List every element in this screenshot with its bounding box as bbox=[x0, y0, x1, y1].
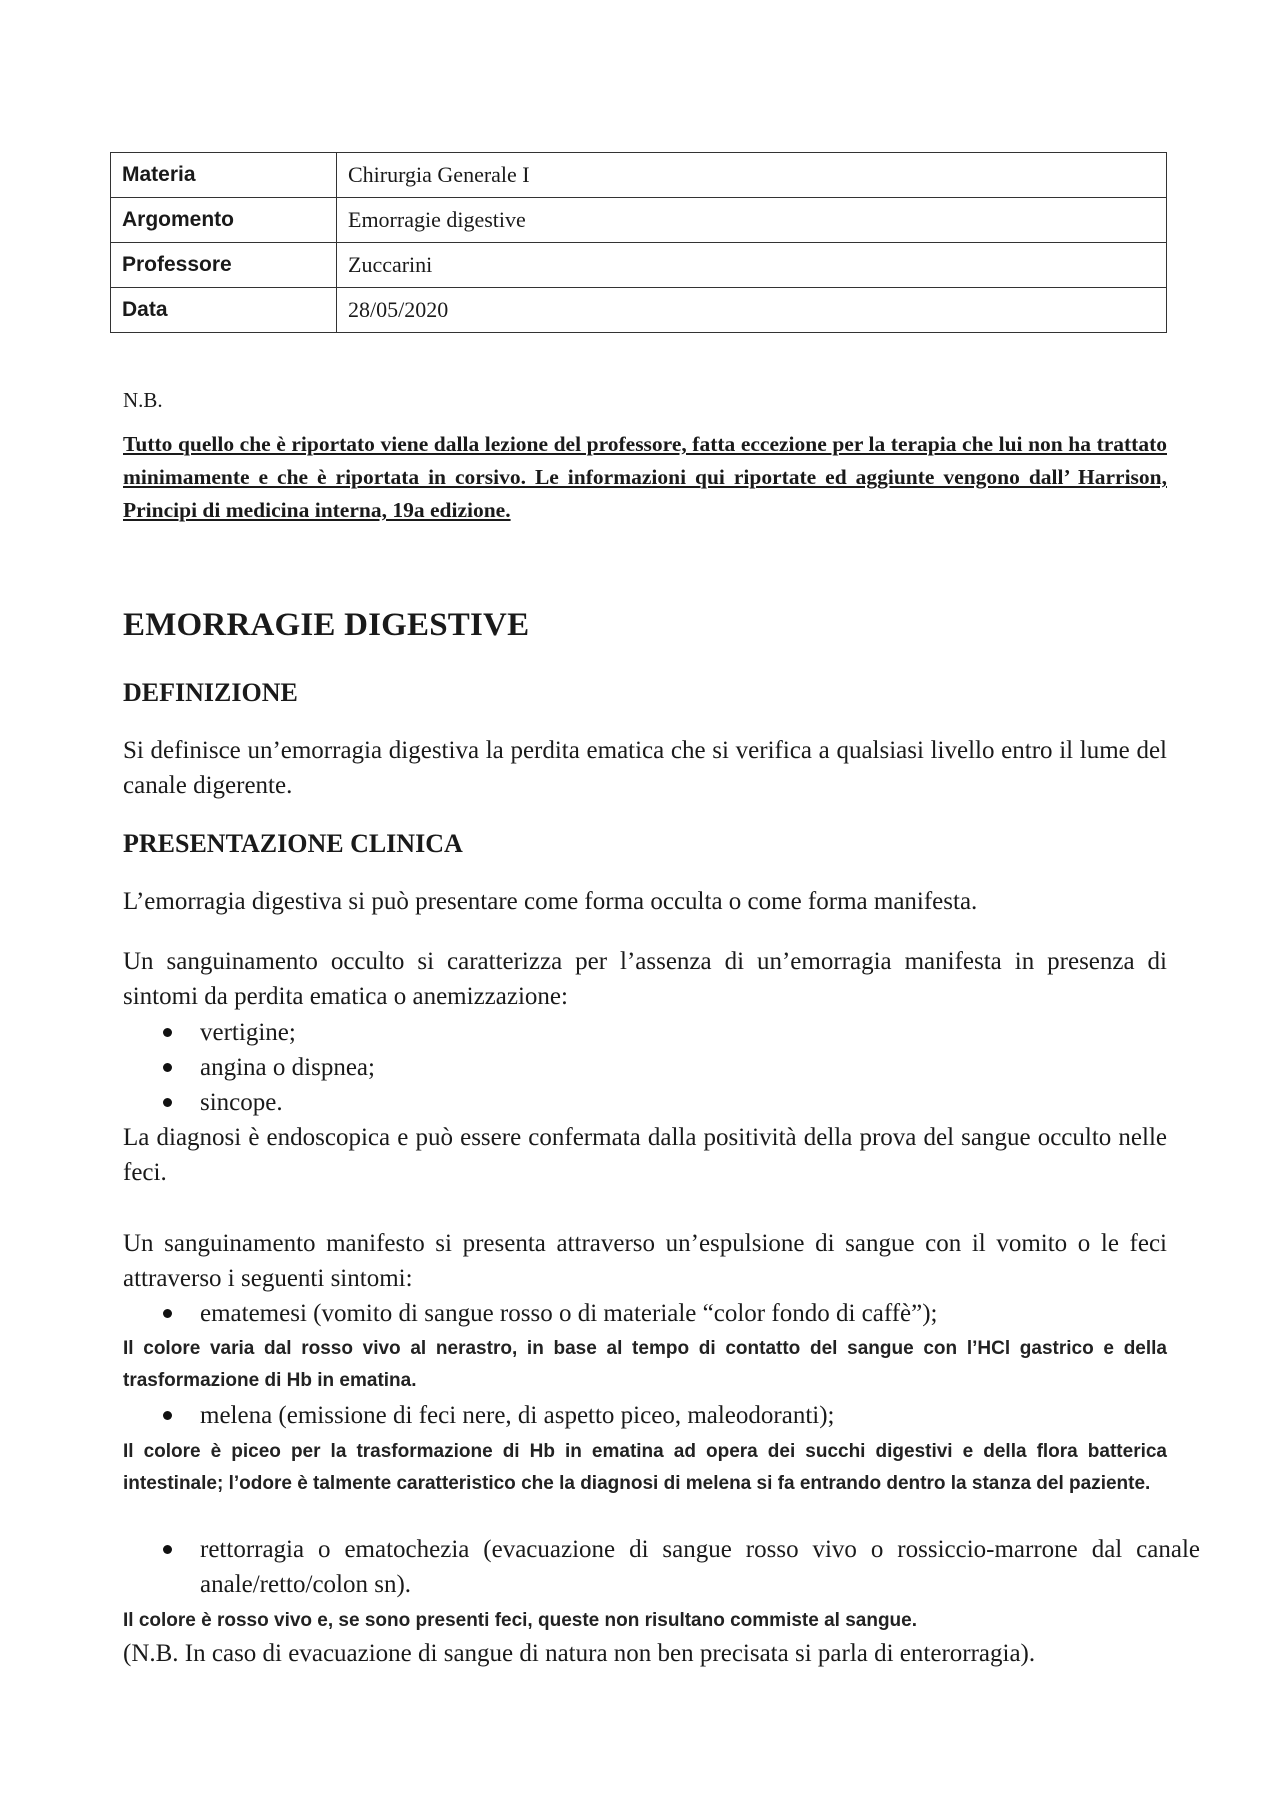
occulto-paragraph: Un sanguinamento occulto si caratterizza per l’assenza di un’emorragia manifesta in presenza di sintomi da perdita ematica o anemizzazione: bbox=[123, 948, 1167, 1010]
info-table bbox=[110, 152, 1167, 333]
table-key: Argomento bbox=[111, 198, 337, 243]
diagnosi-paragraph: La diagnosi è endoscopica e può essere confermata dalla positività della prova del sangue occulto nelle feci. bbox=[123, 1124, 1167, 1186]
table-row bbox=[111, 198, 1167, 243]
list-item-text: angina o dispnea; bbox=[200, 1054, 375, 1081]
document-title: EMORRAGIE DIGESTIVE bbox=[123, 607, 530, 643]
bullet-icon bbox=[163, 1098, 172, 1107]
table-key: Materia bbox=[111, 153, 337, 198]
table-row bbox=[111, 243, 1167, 288]
bullet-icon bbox=[163, 1411, 172, 1420]
note-text: Tutto quello che è riportato viene dalla lezione del professore, fatta eccezione per la terapia che lui non ha trattato minimamente e che è riportata in corsivo. Le informazioni qui riportate ed aggiunte vengono dall’ Harrison, Principi di medicina interna, 19a edizione. bbox=[123, 432, 1167, 522]
table-key: Professore bbox=[111, 243, 337, 288]
enterorragia-note: (N.B. In caso di evacuazione di sangue di natura non ben precisata si parla di enterorragia). bbox=[123, 1640, 1036, 1667]
table-value: 28/05/2020 bbox=[337, 288, 1167, 333]
heading-definizione: DEFINIZIONE bbox=[123, 678, 298, 707]
table-row bbox=[111, 153, 1167, 198]
definizione-paragraph: Si definisce un’emorragia digestiva la perdita ematica che si verifica a qualsiasi livello entro il lume del canale digerente. bbox=[123, 737, 1167, 799]
list-item bbox=[160, 1085, 1200, 1120]
ematemesi-note: Il colore varia dal rosso vivo al nerastro, in base al tempo di contatto del sangue con l’HCl gastrico e della trasformazione di Hb in ematina. bbox=[123, 1338, 1167, 1391]
melena-note: Il colore è piceo per la trasformazione di Hb in ematina ad opera dei succhi digestivi e della flora batterica intestinale; l’odore è talmente caratteristico che la diagnosi di melena si fa entrando dentro la stanza del paziente. bbox=[123, 1441, 1167, 1494]
table-row bbox=[111, 288, 1167, 333]
table-key: Data bbox=[111, 288, 337, 333]
table-value: Chirurgia Generale I bbox=[337, 153, 1167, 198]
list-item-text: ematemesi (vomito di sangue rosso o di materiale “color fondo di caffè”); bbox=[200, 1300, 938, 1327]
list-item-text: melena (emissione di feci nere, di aspetto piceo, maleodoranti); bbox=[200, 1402, 835, 1429]
note-label: N.B. bbox=[123, 388, 163, 412]
rettorragia-note: Il colore è rosso vivo e, se sono presenti feci, queste non risultano commiste al sangue. bbox=[123, 1610, 918, 1631]
bullet-icon bbox=[163, 1309, 172, 1318]
manifesto-paragraph: Un sanguinamento manifesto si presenta attraverso un’espulsione di sangue con il vomito o le feci attraverso i seguenti sintomi: bbox=[123, 1230, 1167, 1292]
table-value: Zuccarini bbox=[337, 243, 1167, 288]
list-item-text: vertigine; bbox=[200, 1019, 296, 1046]
list-item-text: sincope. bbox=[200, 1089, 283, 1116]
table-value: Emorragie digestive bbox=[337, 198, 1167, 243]
heading-presentazione: PRESENTAZIONE CLINICA bbox=[123, 829, 463, 858]
bullet-icon bbox=[163, 1063, 172, 1072]
list-item bbox=[160, 1296, 1200, 1331]
presentazione-intro: L’emorragia digestiva si può presentare come forma occulta o come forma manifesta. bbox=[123, 888, 978, 915]
list-item bbox=[160, 1398, 1200, 1433]
list-item-text: rettorragia o ematochezia (evacuazione di sangue rosso vivo o rossiccio-marrone dal canale anale/retto/colon sn). bbox=[200, 1536, 1200, 1598]
list-item bbox=[160, 1050, 1200, 1085]
bullet-icon bbox=[163, 1545, 172, 1554]
list-item bbox=[160, 1532, 1200, 1602]
list-item bbox=[160, 1015, 1200, 1050]
bullet-icon bbox=[163, 1028, 172, 1037]
